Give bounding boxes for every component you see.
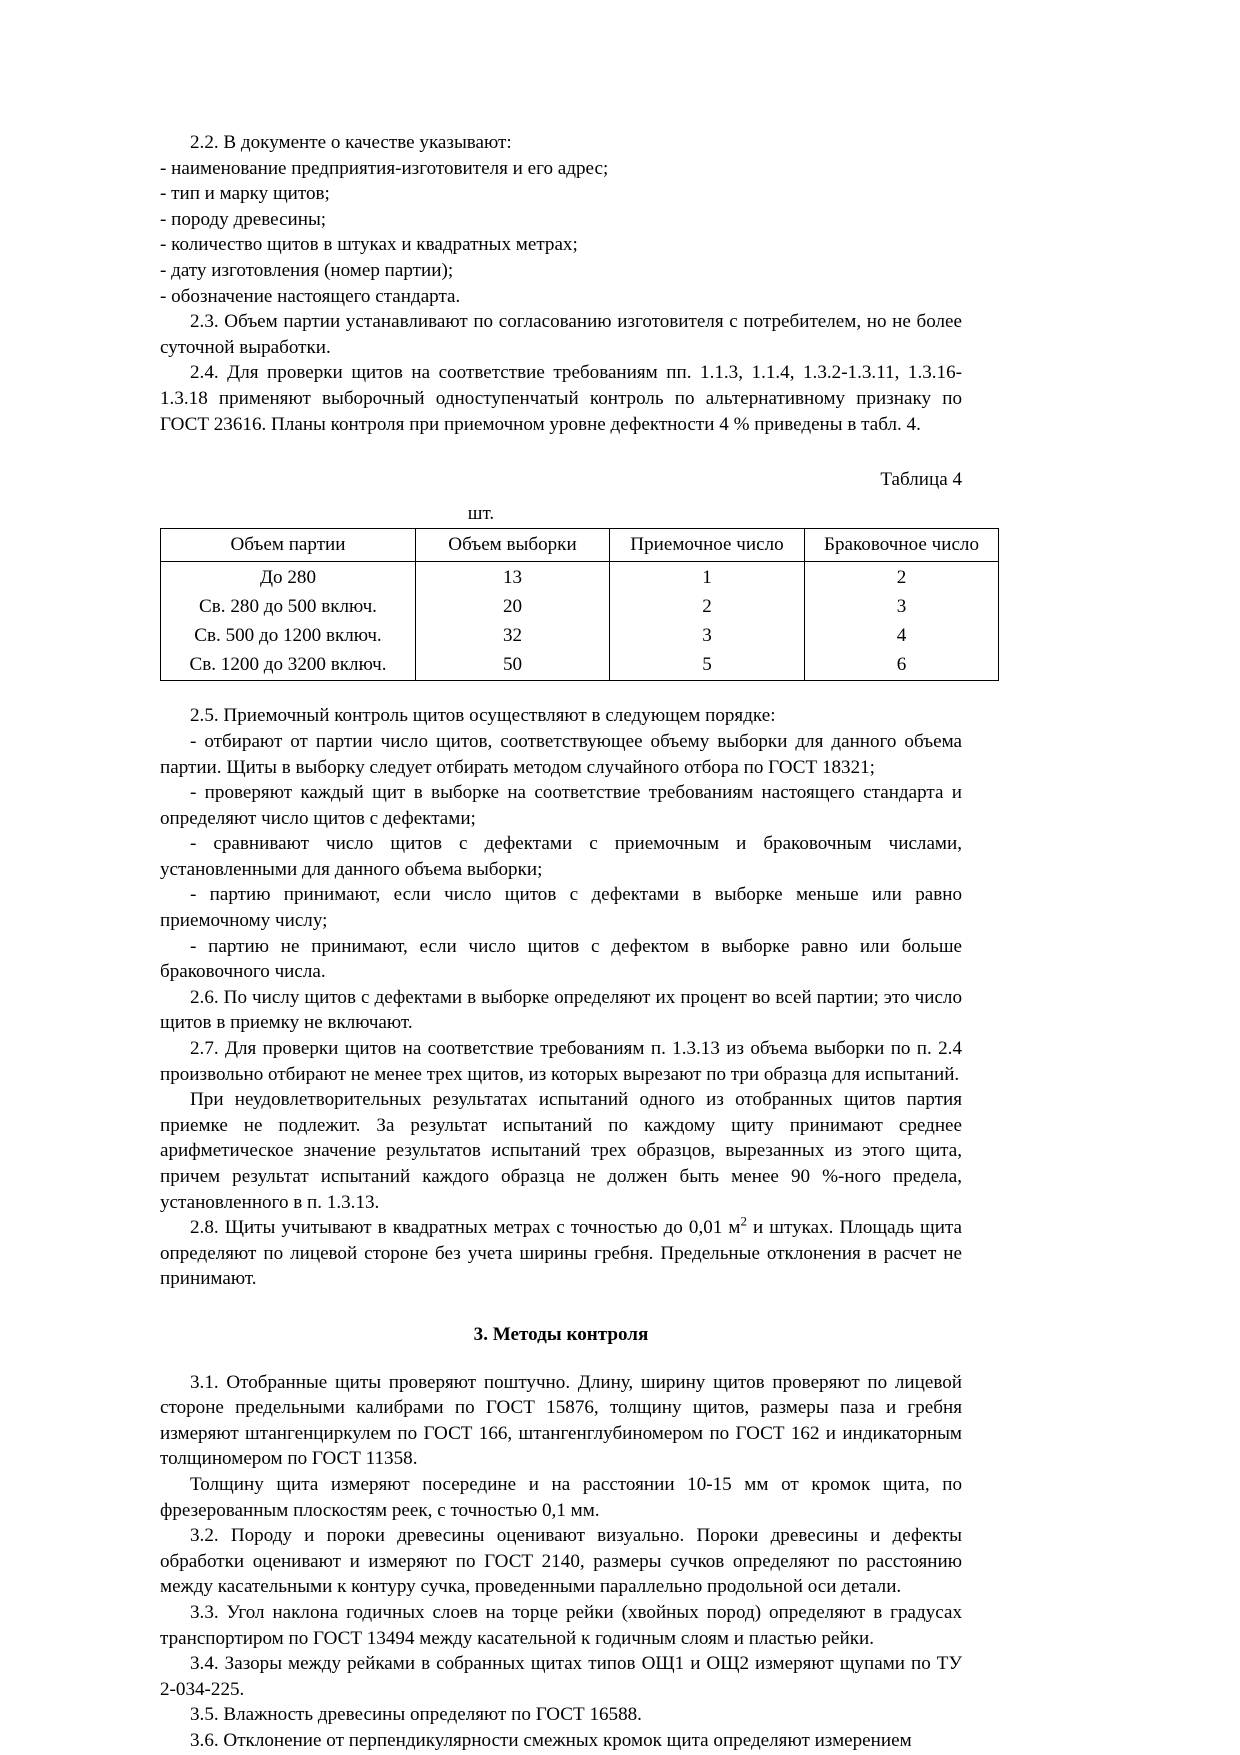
cell-lot-size: До 280 [161,562,416,593]
cell-acceptance-number: 1 [610,562,805,593]
spacer-after-table [160,681,962,703]
cell-rejection-number: 4 [805,621,999,650]
paragraph-3-4: 3.4. Зазоры между рейками в собранных щитах типов ОЩ1 и ОЩ2 измеряют щупами по ТУ 2-034-225. [160,1653,962,1700]
list-item-reject-lot: - партию не принимают, если число щитов с дефектом в выборке равно или больше браковочного числа. [160,935,962,983]
table-row [161,592,999,621]
cell-rejection-number: 2 [805,562,999,593]
paragraph-3-5: 3.5. Влажность древесины определяют по ГОСТ 16588. [190,1704,642,1726]
table-caption: Таблица 4 [880,469,962,491]
list-item-quantity: - количество щитов в штуках и квадратных метрах; [160,234,578,256]
cell-acceptance-number: 3 [610,621,805,650]
cell-sample-size: 32 [416,621,610,650]
spacer-after-heading [160,1348,962,1370]
cell-rejection-number: 6 [805,650,999,681]
paragraph-2-8-after: и штуках. Площадь щита определяют по лицевой стороне без учета ширины гребня. Предельные отклонения в расчет не принимают. [160,1217,962,1290]
cell-sample-size: 20 [416,592,610,621]
header-rejection-number: Браковочное число [805,529,999,562]
paragraph-2-4: 2.4. Для проверки щитов на соответствие требованиям пп. 1.1.3, 1.1.4, 1.3.2-1.3.11, 1.3.16-1.3.18 применяют выборочный одноступенчатый контроль по альтернативному признаку по ГОСТ 23616. Планы контроля при приемочном уровне дефектности 4 % приведены в табл. 4. [160,362,962,435]
paragraph-2-6: 2.6. По числу щитов с дефектами в выборке определяют их процент во всей партии; это число щитов в приемку не включают. [160,986,962,1034]
table-row [161,621,999,650]
paragraph-2-3: 2.3. Объем партии устанавливают по согласованию изготовителя с потребителем, но не более суточной выработки. [160,311,962,358]
list-item-manufacture-date: - дату изготовления (номер партии); [160,259,454,281]
paragraph-thickness-measurement: Толщину щита измеряют посередине и на расстоянии 10-15 мм от кромок щита, по фрезерованным плоскостям реек, с точностью 0,1 мм. [160,1473,962,1521]
paragraph-unsatisfactory-results: При неудовлетворительных результатах испытаний одного из отобранных щитов партия приемке не подлежит. За результат испытаний по каждому щиту принимают среднее арифметическое значение результатов испытаний трех образцов, вырезанных из этого щита, причем результат испытаний каждого образца не должен быть менее 90 %-ного предела, установленного в п. 1.3.13. [160,1089,962,1213]
list-item-type-and-brand: - тип и марку щитов; [160,183,330,205]
section-heading-3: 3. Методы контроля [473,1323,649,1345]
cell-rejection-number: 3 [805,592,999,621]
paragraph-3-2: 3.2. Породу и пороки древесины оценивают визуально. Пороки древесины и дефекты обработки оценивают и измеряют по ГОСТ 2140, размеры сучков определяют по расстоянию между касательными к контуру сучка, проведенными параллельно продольной оси детали. [160,1525,962,1598]
paragraph-3-3: 3.3. Угол наклона годичных слоев на торце рейки (хвойных пород) определяют в градусах транспортиром по ГОСТ 13494 между касательной к годичным слоям и пластью рейки. [160,1601,962,1649]
paragraph-2-5: 2.5. Приемочный контроль щитов осуществляют в следующем порядке: [190,705,776,727]
cell-lot-size: Св. 500 до 1200 включ. [161,621,416,650]
table-row [161,562,999,593]
sampling-plan-table [160,528,999,681]
paragraph-3-6: 3.6. Отклонение от перпендикулярности смежных кромок щита определяют измерением [190,1729,912,1751]
table-row [161,650,999,681]
table-unit-label: шт. [467,502,495,524]
table-header-row [161,529,999,562]
header-acceptance-number: Приемочное число [610,529,805,562]
cell-lot-size: Св. 280 до 500 включ. [161,592,416,621]
list-item-compare-defects: - сравнивают число щитов с дефектами с приемочным и браковочным числами, установленными для данного объема выборки; [160,833,962,880]
cell-sample-size: 13 [416,562,610,593]
list-item-standard-designation: - обозначение настоящего стандарта. [160,285,461,307]
list-item-select-from-lot: - отбирают от партии число щитов, соответствующее объему выборки для данного объема партии. Щиты в выборку следует отбирать методом случайного отбора по ГОСТ 18321; [160,730,962,778]
list-item-check-each-panel: - проверяют каждый щит в выборке на соответствие требованиям настоящего стандарта и определяют число щитов с дефектами; [160,782,962,829]
paragraph-3-1: 3.1. Отобранные щиты проверяют поштучно. Длину, ширину щитов проверяют по лицевой стороне предельными калибрами по ГОСТ 15876, толщину щитов, размеры паза и гребня измеряют штангенциркулем по ГОСТ 166, штангенглубиномером по ГОСТ 162 и индикаторным толщиномером по ГОСТ 11358. [160,1371,962,1470]
document-body [160,130,979,1753]
list-item-manufacturer-name: - наименование предприятия-изготовителя и его адрес; [160,157,609,179]
cell-acceptance-number: 5 [610,650,805,681]
cell-acceptance-number: 2 [610,592,805,621]
list-item-accept-lot: - партию принимают, если число щитов с дефектами в выборке меньше или равно приемочному числу; [160,884,962,932]
paragraph-2-8-before: 2.8. Щиты учитывают в квадратных метрах с точностью до 0,01 м [190,1217,741,1239]
header-sample-size: Объем выборки [416,529,610,562]
paragraph-2-2: 2.2. В документе о качестве указывают: [190,132,512,153]
square-meter-exponent: 2 [740,1213,747,1229]
spacer-before-heading [160,1292,962,1322]
list-item-wood-species: - породу древесины; [160,208,327,230]
cell-sample-size: 50 [416,650,610,681]
paragraph-2-8 [160,1215,962,1292]
paragraph-2-7: 2.7. Для проверки щитов на соответствие требованиям п. 1.3.13 из объема выборки по п. 2.4 произвольно отбирают не менее трех щитов, из которых вырезают по три образца для испытаний. [160,1038,962,1085]
cell-lot-size: Св. 1200 до 3200 включ. [161,650,416,681]
header-lot-size: Объем партии [161,529,416,562]
